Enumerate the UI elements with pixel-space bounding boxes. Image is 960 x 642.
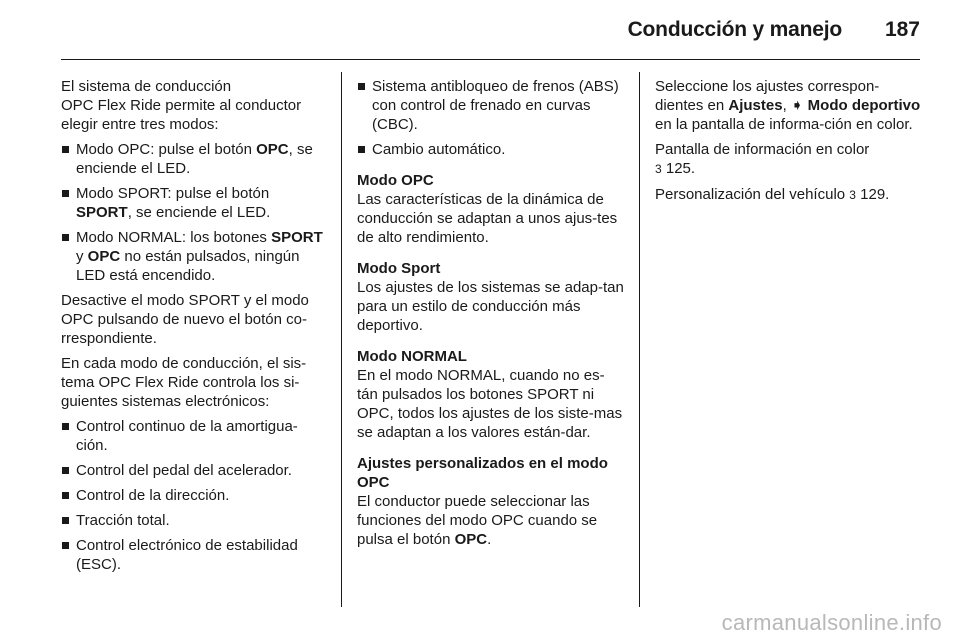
opc-button-label: OPC [256, 141, 289, 158]
control-paragraph: En cada modo de conducción, el sis-tema OPC Flex Ride controla los si-guientes sistemas electrónicos: [61, 355, 307, 410]
column-divider-1 [341, 72, 342, 607]
sport-button-label: SPORT [76, 204, 128, 221]
sport-mode-menu-label: Modo deportivo [807, 97, 921, 114]
sport-button-label: SPORT [271, 229, 323, 246]
cross-reference-personalization: Personalización del vehículo 3 129. [655, 186, 890, 203]
intro-paragraph [61, 77, 329, 134]
section-heading: Modo OPC [357, 172, 434, 189]
settings-menu-label: Ajustes [728, 97, 783, 114]
column-2 [357, 77, 625, 555]
section-body: En el modo NORMAL, cuando no es-tán pulsados los botones SPORT ni OPC, todos los ajustes de los siste-mas se adaptan a los valores están-dar. [357, 367, 623, 441]
page-reference: 129. [860, 186, 890, 203]
bullet-square [358, 83, 365, 90]
bullet-square [62, 146, 69, 153]
cross-reference-display: Pantalla de información en color 3 125. [655, 141, 870, 177]
list-item: Control de la dirección. [61, 486, 329, 505]
section-sport-mode [357, 259, 625, 335]
deactivate-paragraph: Desactive el modo SPORT y el modo OPC pulsando de nuevo el botón co-rrespondiente. [61, 292, 309, 347]
settings-paragraph: Seleccione los ajustes correspon-dientes en Ajustes, ➧ Modo deportivo en la pantalla de informa-ción en color. [655, 78, 921, 133]
section-heading: Modo NORMAL [357, 348, 467, 365]
intro-line-3: elegir entre tres modos: [61, 116, 219, 133]
bullet-square [358, 146, 365, 153]
page-header [0, 0, 960, 60]
list-item: Tracción total. [61, 511, 329, 530]
opc-button-label: OPC [87, 248, 121, 265]
page-number: 187 [884, 18, 920, 41]
mode-list [61, 140, 329, 285]
list-item: Control electrónico de estabilidad (ESC). [61, 536, 329, 574]
intro-line-1: El sistema de conducción [61, 78, 232, 95]
systems-list-continued [357, 77, 625, 159]
arrow-icon: ➧ [790, 97, 804, 114]
bullet-square [62, 492, 69, 499]
page-reference-icon: 3 [849, 188, 856, 202]
mode-item-normal: Modo NORMAL: los botones SPORT y OPC no están pulsados, ningún LED está encendido. [61, 228, 329, 285]
page-reference-icon: 3 [655, 162, 662, 176]
mode-item-sport: Modo SPORT: pulse el botón SPORT, se enciende el LED. [61, 184, 329, 222]
opc-button-label: OPC [454, 531, 488, 548]
list-item: Control del pedal del acelerador. [61, 461, 329, 480]
list-item: Sistema antibloqueo de frenos (ABS) con control de frenado en curvas (CBC). [357, 77, 625, 134]
bullet-square [62, 467, 69, 474]
header-rule [61, 59, 920, 60]
column-1 [61, 77, 329, 580]
section-body: El conductor puede seleccionar las funciones del modo OPC cuando se pulsa el botón OPC. [357, 493, 598, 548]
section-custom-settings [357, 454, 625, 549]
column-3 [655, 77, 923, 211]
systems-list [61, 417, 329, 574]
bullet-square [62, 234, 69, 241]
section-body: Las características de la dinámica de conducción se adaptan a unos ajus-tes de alto rendimiento. [357, 191, 618, 246]
bullet-square [62, 517, 69, 524]
mode-item-opc: Modo OPC: pulse el botón OPC, se enciende el LED. [61, 140, 329, 178]
watermark: carmanualsonline.info [721, 610, 942, 635]
section-title: Conducción y manejo [627, 18, 842, 41]
section-normal-mode [357, 347, 625, 442]
list-item: Cambio automático. [357, 140, 625, 159]
intro-line-2: OPC Flex Ride permite al conductor [61, 97, 302, 114]
list-item: Control continuo de la amortigua-ción. [61, 417, 329, 455]
bullet-square [62, 190, 69, 197]
section-heading: Ajustes personalizados en el modo OPC [357, 455, 608, 491]
bullet-square [62, 542, 69, 549]
page-reference: 125. [665, 160, 696, 177]
bullet-square [62, 423, 69, 430]
section-body: Los ajustes de los sistemas se adap-tan para un estilo de conducción más deportivo. [357, 279, 624, 334]
section-opc-mode [357, 171, 625, 247]
section-heading: Modo Sport [357, 260, 441, 277]
column-divider-2 [639, 72, 640, 607]
